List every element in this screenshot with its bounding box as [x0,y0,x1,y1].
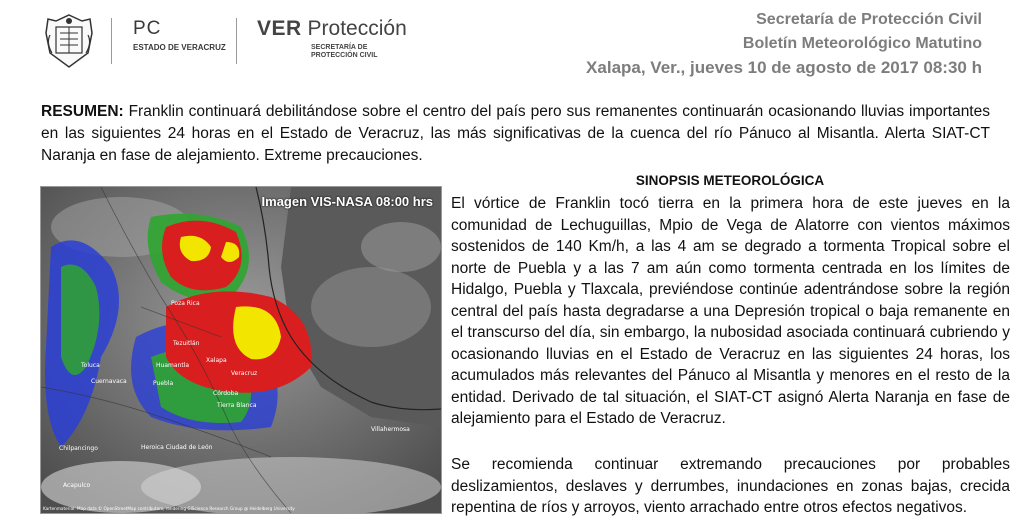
pc-state-text: ESTADO DE VERACRUZ [133,43,226,52]
bulletin-date: Xalapa, Ver., jueves 10 de agosto de 2017 08:30 h [586,58,982,77]
recommendation-paragraph: Se recomienda continuar extremando precauciones por probables deslizamientos, deslaves y derrumbes, inundaciones en zonas bajas, crecida repentina de ríos y arroyos, viento arrachado entre otros efectos negativos. [451,456,1010,516]
place-label: Xalapa [206,357,227,364]
place-label: Toluca [81,362,100,369]
summary-text: Franklin continuará debilitándose sobre el centro del país pero sus remanentes continuarán ocasionando lluvias importantes en las siguientes 24 horas en el Estado de Veracruz, las más significativas de la cuenca del río Pánuco al Misantla. Alerta SIAT-CT Naranja en fase de alejamiento. Extreme precauciones. [41,103,990,164]
map-attribution: Kartenmaterial: Map data © OpenStreetMap contributors, rendering GIScience Research Group @ Heidelberg University [43,506,295,511]
ver-sub-line-1: SECRETARÍA DE [311,44,368,51]
ver-sub-line-2: PROTECCIÓN CIVIL [311,52,378,59]
ver-logo-bold: VER [257,17,302,40]
pc-logo-text: PC [133,18,162,39]
header-divider [236,18,237,64]
ver-logo-word: Protección [307,17,407,40]
place-label: Villahermosa [371,426,410,433]
place-label: Poza Rica [171,300,200,307]
agency-title: Secretaría de Protección Civil [756,11,982,28]
page-header [0,0,1031,90]
synopsis-paragraph: El vórtice de Franklin tocó tierra en la primera hora de este jueves en la comunidad de Lechuguillas, Mpio de Vega de Alatorre con vientos máximos sostenidos de 140 Km/h, a las 4 am se degrado a tormenta Tropical sobre el norte de Puebla y a las 7 am aún como tormenta centrada en los límites de Hidalgo, Puebla y Tlaxcala, previéndose continúe adentrándose sobre la región central del país hasta degradarse a una Depresión tropical o baja remanente en el transcurso del día, sin embargo, la nubosidad asociada continuará cubriendo y ocasionando lluvias en el Estado de Veracruz en las siguientes 24 horas, los acumulados más relevantes del Pánuco al Misantla y menores en el resto de la entidad. Derivado de tal situación, el SIAT-CT asignó Alerta Naranja en fase de alejamiento para el Estado de Veracruz. [451,195,1010,427]
ver-proteccion-logo [257,17,407,41]
satellite-map-graphic [41,187,441,513]
summary-label: RESUMEN: [41,103,124,120]
place-label: Heroica Ciudad de León [141,444,213,451]
place-label: Tierra Blanca [217,402,257,409]
place-label: Huamantla [156,362,190,369]
place-label: Tezuitlán [173,340,200,347]
place-label: Córdoba [213,390,239,397]
bulletin-title: Boletín Meteorológico Matutino [742,35,982,52]
place-label: Chilpancingo [59,445,98,452]
place-label: Cuernavaca [91,378,127,385]
place-label: Veracruz [231,370,258,377]
ver-logo-subtitle [311,44,378,60]
image-caption: Imagen VIS-NASA 08:00 hrs [261,194,433,209]
veracruz-seal-icon [42,13,96,69]
satellite-image [40,186,442,514]
header-divider [111,18,112,64]
place-label: Acapulco [63,482,91,489]
summary-paragraph [41,101,990,167]
synopsis-heading: SINOPSIS METEOROLÓGICA [635,173,825,188]
place-label: Puebla [153,380,174,387]
